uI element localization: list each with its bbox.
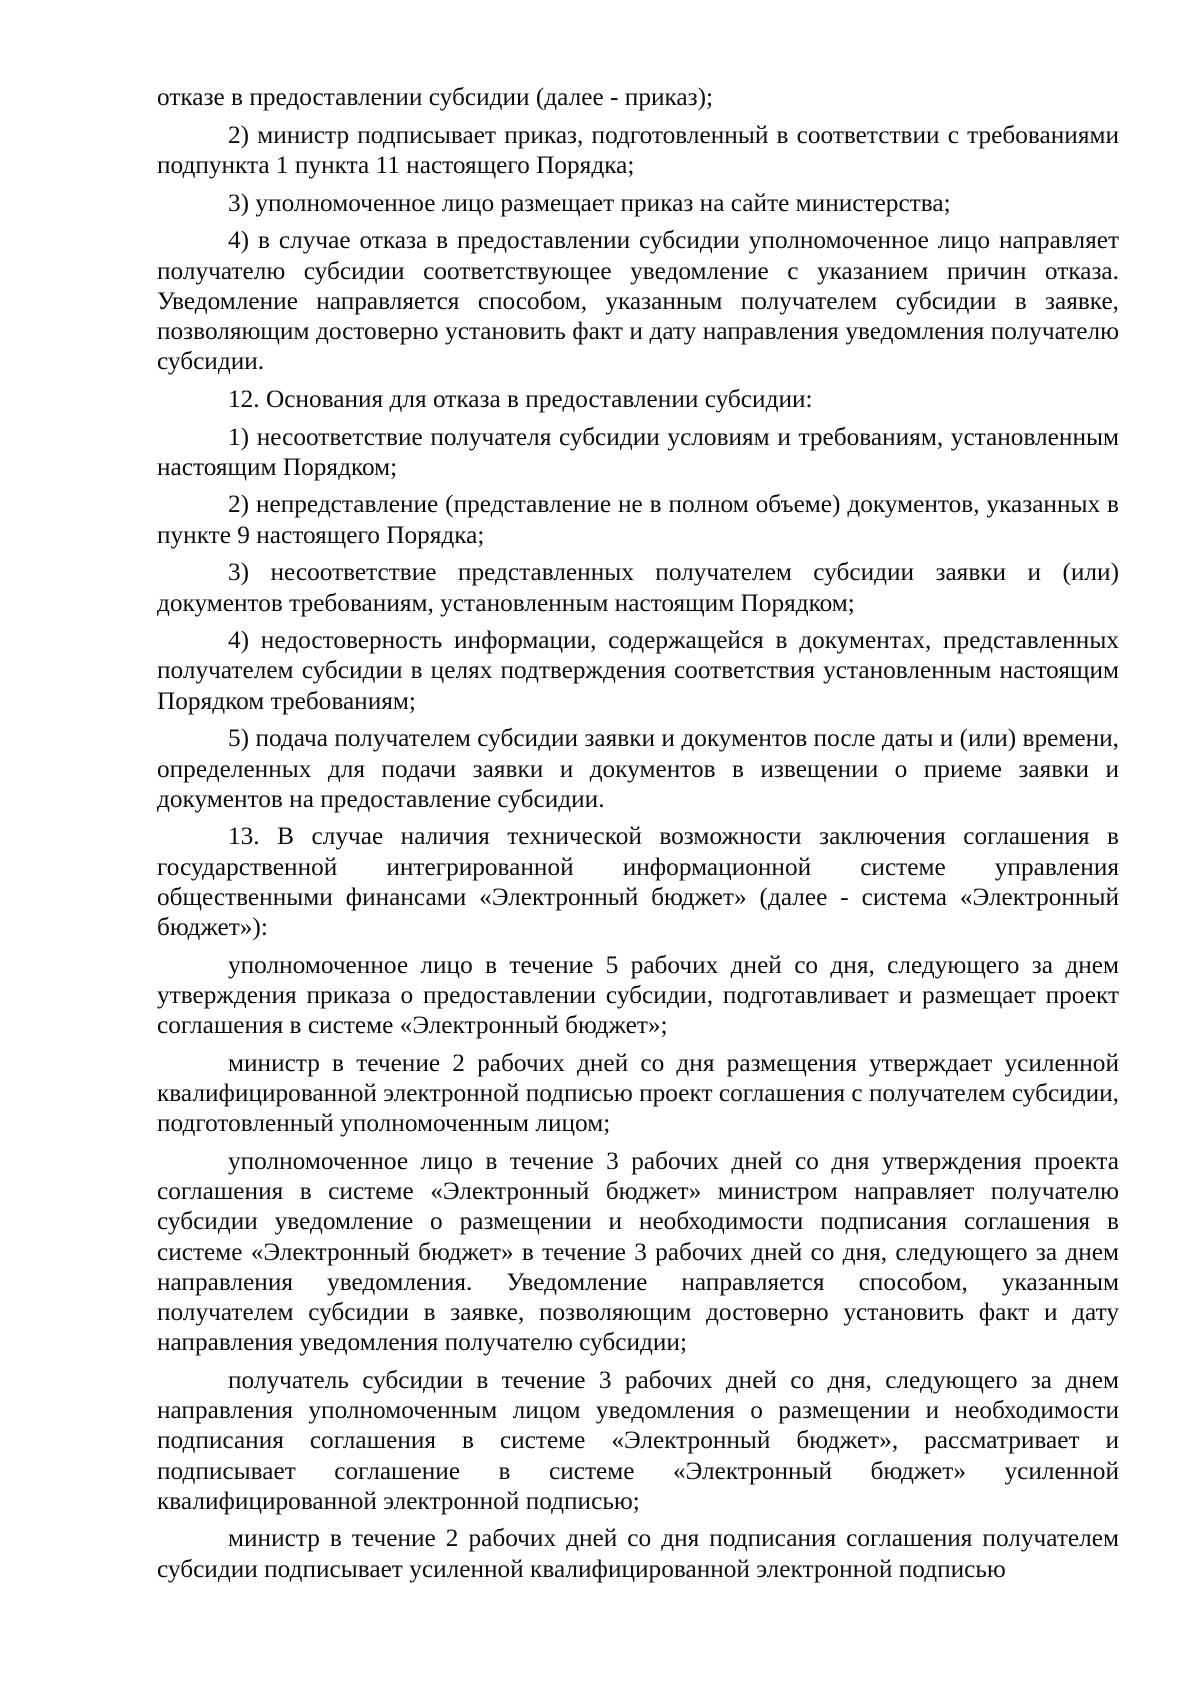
- refusal-ground-3: 3) несоответствие представленных получателем субсидии заявки и (или) документов требованиям, установленным настоящим Порядком;: [157, 558, 1119, 617]
- agreement-step-prepare: уполномоченное лицо в течение 5 рабочих дней со дня, следующего за днем утверждения приказа о предоставлении субсидии, подготавливает и размещает проект соглашения в системе «Электронный бюджет»;: [157, 950, 1119, 1040]
- refusal-ground-2: 2) непредставление (представление не в полном объеме) документов, указанных в пункте 9 настоящего Порядка;: [157, 490, 1119, 549]
- document-body: [157, 82, 1119, 1591]
- agreement-step-recipient-sign: получатель субсидии в течение 3 рабочих дней со дня, следующего за днем направления уполномоченным лицом уведомления о размещении и необходимости подписания соглашения в системе «Электронный бюджет», рассматривает и подписывает соглашение в системе «Электронный бюджет» усиленной квалифицированной электронной подписью;: [157, 1365, 1119, 1515]
- refusal-ground-4: 4) недостоверность информации, содержащейся в документах, представленных получателем субсидии в целях подтверждения соответствия установленным настоящим Порядком требованиям;: [157, 626, 1119, 715]
- section-13-heading: 13. В случае наличия технической возможности заключения соглашения в государственной интегрированной информационной системе управления общественными финансами «Электронный бюджет» (далее - система «Электронный бюджет»):: [157, 822, 1119, 942]
- paragraph-continuation: отказе в предоставлении субсидии (далее - приказ);: [157, 83, 714, 111]
- agreement-step-minister-sign: министр в течение 2 рабочих дней со дня подписания соглашения получателем субсидии подписывает усиленной квалифицированной электронной подписью: [157, 1524, 1119, 1583]
- agreement-step-notify: уполномоченное лицо в течение 3 рабочих дней со дня утверждения проекта соглашения в системе «Электронный бюджет» министром направляет получателю субсидии уведомление о размещении и необходимости подписания соглашения в системе «Электронный бюджет» в течение 3 рабочих дней со дня, следующего за днем направления уведомления. Уведомление направляется способом, указанным получателем субсидии в заявке, позволяющим достоверно установить факт и дату направления уведомления получателю субсидии;: [157, 1147, 1119, 1357]
- refusal-ground-5: 5) подача получателем субсидии заявки и документов после даты и (или) времени, определенных для подачи заявки и документов в извещении о приеме заявки и документов на предоставление субсидии.: [157, 724, 1119, 813]
- paragraph-item-2: 2) министр подписывает приказ, подготовленный в соответствии с требованиями подпункта 1 пункта 11 настоящего Порядка;: [157, 120, 1119, 179]
- paragraph-item-3: 3) уполномоченное лицо размещает приказ на сайте министерства;: [228, 188, 951, 217]
- agreement-step-approve: министр в течение 2 рабочих дней со дня размещения утверждает усиленной квалифицированной электронной подписью проект соглашения с получателем субсидии, подготовленный уполномоченным лицом;: [157, 1048, 1119, 1138]
- refusal-ground-1: 1) несоответствие получателя субсидии условиям и требованиям, установленным настоящим Порядком;: [157, 422, 1119, 481]
- section-12-heading: 12. Основания для отказа в предоставлении субсидии:: [228, 384, 813, 413]
- paragraph-item-4: 4) в случае отказа в предоставлении субсидии уполномоченное лицо направляет получателю субсидии соответствующее уведомление с указанием причин отказа. Уведомление направляется способом, указанным получателем субсидии в заявке, позволяющим достоверно установить факт и дату направления уведомления получателю субсидии.: [157, 226, 1119, 376]
